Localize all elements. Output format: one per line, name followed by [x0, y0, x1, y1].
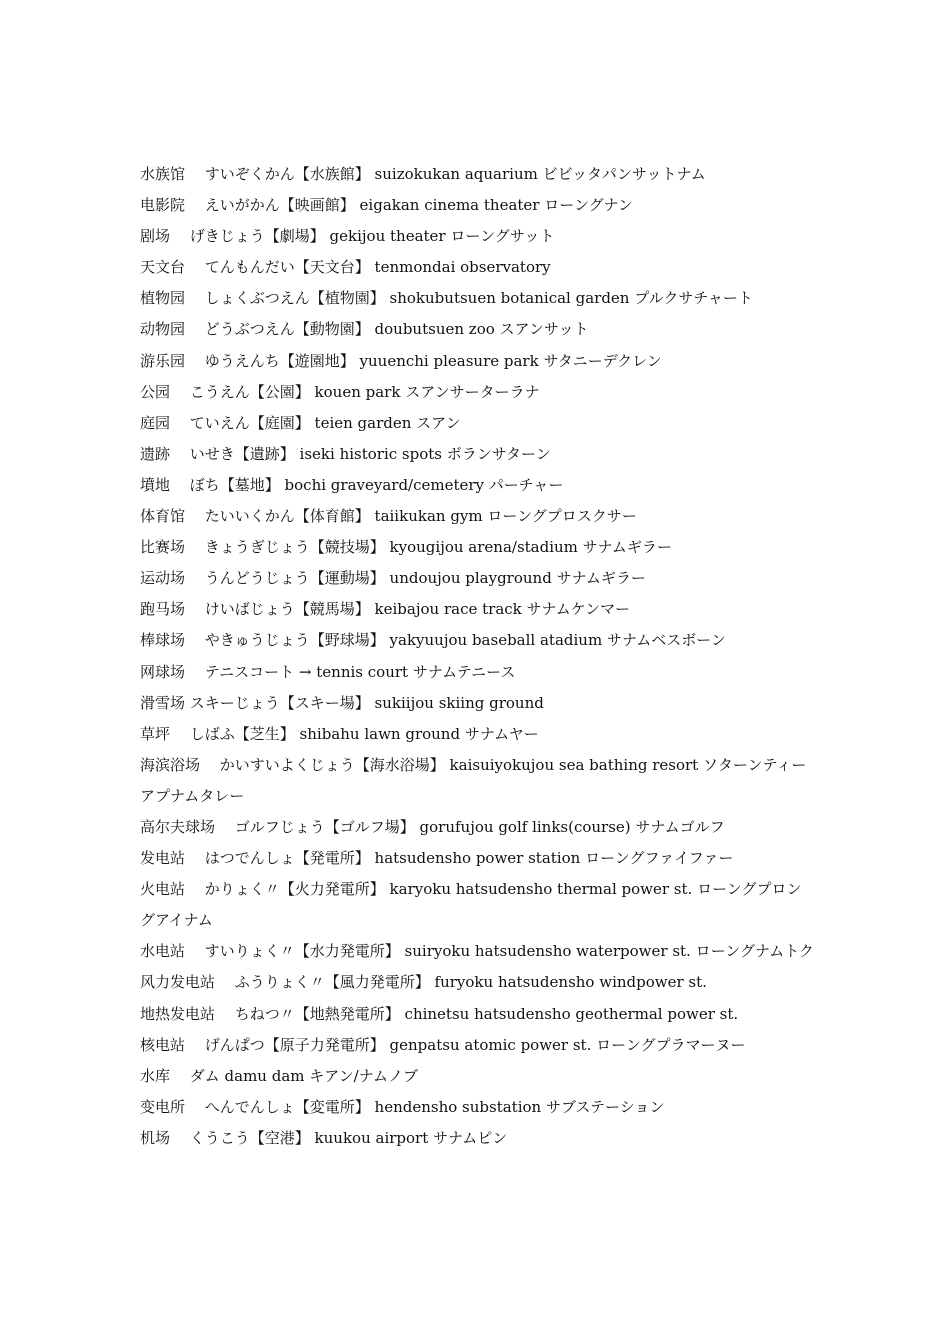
vocab-entry: 遗跡 いせき【遺跡】 iseki historic spots ボランサターン	[140, 444, 551, 463]
vocab-entry: 剧场 げきじょう【劇場】 gekijou theater ローングサット	[140, 227, 555, 246]
vocab-entry: 网球场 テニスコート → tennis court サナムテニース	[140, 662, 516, 681]
vocab-entry: 公园 こうえん【公園】 kouen park スアンサーターラナ	[140, 382, 540, 401]
vocabulary-list	[140, 159, 815, 1154]
vocab-entry: 机场 くうこう【空港】 kuukou airport サナムピン	[140, 1128, 508, 1147]
vocab-entry: 水电站 すいりょく〃【水力発電所】 suiryoku hatsudensho waterpower st. ローングナムトク	[140, 942, 814, 961]
vocab-entry: 电影院 えいがかん【映画館】 eigakan cinema theater ローングナン	[140, 196, 633, 215]
vocab-entry: 地热发电站 ちねつ〃【地熱発電所】 chinetsu hatsudensho geothermal power st.	[140, 1004, 739, 1023]
vocab-entry: 海滨浴场 かいすいよくじょう【海水浴場】 kaisuiyokujou sea bathing resort ソターンティーアプナムタレー	[140, 755, 807, 805]
vocab-entry: 核电站 げんぱつ【原子力発電所】 genpatsu atomic power st. ローングプラマーヌー	[140, 1035, 746, 1054]
vocab-entry: 发电站 はつでんしょ【発電所】 hatsudensho power station ローングファイファー	[140, 849, 734, 868]
vocab-entry: 滑雪场 スキーじょう【スキー場】 sukiijou skiing ground	[140, 693, 544, 712]
vocab-entry: 跑马场 けいばじょう【競馬場】 keibajou race track サナムケンマー	[140, 600, 631, 619]
vocab-entry: 高尔夫球场 ゴルフじょう【ゴルフ場】 gorufujou golf links(course) サナムゴルフ	[140, 817, 725, 836]
vocab-entry: 庭园 ていえん【庭園】 teien garden スアン	[140, 413, 461, 432]
vocab-entry: 风力发电站 ふうりょく〃【風力発電所】 furyoku hatsudensho windpower st.	[140, 973, 707, 992]
vocab-entry: 体育馆 たいいくかん【体育館】 taiikukan gym ローングプロスクサー	[140, 507, 637, 526]
vocab-entry: 天文台 てんもんだい【天文台】 tenmondai observatory	[140, 258, 551, 277]
vocab-entry: 棒球场 やきゅうじょう【野球場】 yakyuujou baseball atadium サナムベスボーン	[140, 631, 726, 650]
vocab-entry: 火电站 かりょく〃【火力発電所】 karyoku hatsudensho thermal power st. ローングプロングアイナム	[140, 880, 802, 930]
vocab-entry: 游乐园 ゆうえんち【遊園地】 yuuenchi pleasure park サタニーデクレン	[140, 351, 662, 370]
vocab-entry: 动物园 どうぶつえん【動物園】 doubutsuen zoo スアンサット	[140, 320, 589, 339]
vocab-entry: 草坪 しばふ【芝生】 shibahu lawn ground サナムヤー	[140, 724, 539, 743]
vocab-entry: 植物园 しょくぶつえん【植物園】 shokubutsuen botanical garden プルクサチャート	[140, 289, 753, 308]
vocab-entry: 变电所 へんでんしょ【変電所】 hendensho substation サブステーション	[140, 1097, 665, 1116]
vocab-entry: 比赛场 きょうぎじょう【競技場】 kyougijou arena/stadium サナムギラー	[140, 538, 672, 557]
vocab-entry: 水族馆 すいぞくかん【水族館】 suizokukan aquarium ビビッタパンサットナム	[140, 165, 706, 183]
vocab-entry: 墳地 ぼち【墓地】 bochi graveyard/cemetery パーチャー	[140, 475, 564, 494]
vocab-entry: 运动场 うんどうじょう【運動場】 undoujou playground サナムギラー	[140, 569, 646, 588]
vocab-entry: 水库 ダム damu dam キアン/ナムノブ	[140, 1066, 418, 1085]
